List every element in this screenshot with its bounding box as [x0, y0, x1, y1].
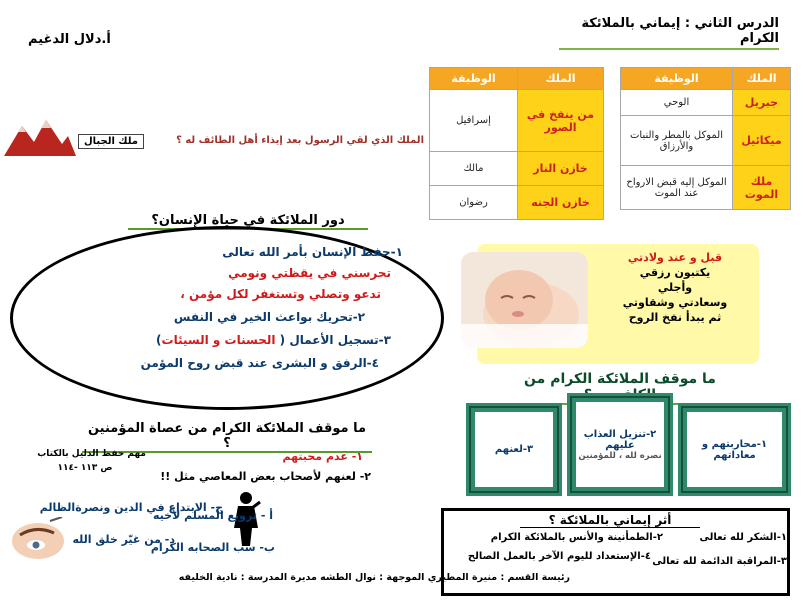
- lesson-title: الدرس الثاني : إيماني بالملائكة الكرام: [559, 16, 779, 50]
- sinners-item-2: ٢- لعنهم لأصحاب بعض المعاصي مثل !!: [160, 470, 371, 483]
- angel-name: من ينفخ في الصور: [518, 90, 604, 152]
- roles-title: دور الملائكة في حياة الإنسان؟: [128, 213, 368, 230]
- angel-name: خازن النار: [518, 152, 604, 186]
- effects-item-3: ٣-المراقبة الدائمة لله تعالى: [652, 556, 787, 567]
- roles-item-1: ١-حفظ الإنسان بأمر الله تعالى: [222, 245, 403, 259]
- table-head-role: الوظيفة: [430, 68, 518, 90]
- baby-icon: [461, 252, 588, 348]
- angel-name: ملك الموت: [733, 166, 791, 210]
- sinner-ba: ب- سب الصحابه الكرام: [150, 541, 275, 554]
- baby-image: [461, 252, 588, 348]
- kafirin-box-1: [678, 403, 791, 496]
- effects-item-1: ١-الشكر لله تعالى: [699, 532, 787, 543]
- mountains-angel-label: ملك الجبال: [78, 134, 144, 149]
- roles-item-3-red: الحسنات و السيئات: [161, 333, 280, 347]
- table-head-angel: الملك: [733, 68, 791, 90]
- note-memorize: مهم حفظ الدليل بالكتاب: [37, 449, 146, 459]
- sinner-alif: أ - ترويع المسلم لأخيه: [153, 509, 273, 522]
- sinner-jim: ج- الابتداع في الدين ونصرةالظالم: [39, 501, 223, 514]
- roles-item-3-prefix: ٣-تسجيل الأعمال (: [279, 333, 391, 347]
- footer-credits: رئيسة القسم : منيرة المطيري الموجهة : نوال الطشه مديرة المدرسة : نادية الخليفه: [178, 572, 570, 583]
- table-head-angel: الملك: [518, 68, 604, 90]
- angel-name: ميكائيل: [733, 116, 791, 166]
- kafirin-box-3: [466, 403, 562, 496]
- roles-item-3-suffix: ): [156, 333, 162, 347]
- birth-line-1: قبل و عند ولادتي: [627, 251, 723, 264]
- angel-role: مالك: [430, 152, 518, 186]
- effects-title: أثر إيماني بالملائكة ؟: [520, 513, 700, 528]
- kafirin-title: ما موقف الملائكة الكرام من: [500, 371, 740, 405]
- roles-item-1-sub-1: تحرسني في يقظتي ونومي: [228, 266, 391, 280]
- angel-name: جبريل: [733, 90, 791, 116]
- angels-table-left: [429, 67, 604, 220]
- mountains-icon: [4, 118, 76, 156]
- birth-line-2: يكتبون رزقي: [639, 266, 711, 279]
- angels-table-right: [620, 67, 791, 210]
- roles-item-3: [131, 333, 391, 347]
- teacher-name: أ.دلال الدغيم: [28, 32, 111, 47]
- sinners-item-1: ١- عدم محبتهم: [282, 450, 363, 463]
- kafirin-box-3-text: ٣-لعنهم: [494, 444, 534, 455]
- birth-line-4: وسعادتي وشقاوتي: [622, 296, 728, 309]
- roles-item-1-sub-2: تدعو وتصلي وتستغفر لكل مؤمن ،: [180, 287, 381, 301]
- roles-item-2: ٢-تحريك بواعث الخير في النفس: [173, 310, 365, 324]
- angel-role: الوحي: [621, 90, 733, 116]
- table-head-role: الوظيفة: [621, 68, 733, 90]
- eyebrow-icon: [10, 517, 66, 561]
- kafirin-box-2-sub: نصره لله ، للمؤمنين: [578, 450, 662, 461]
- sinner-dal: د- من غيّر خلق الله: [72, 533, 175, 546]
- angel-role: رضوان: [430, 186, 518, 220]
- effects-item-2: ٢-الطمأنينة والأنس بالملائكة الكرام: [490, 532, 663, 543]
- effects-item-4: ٤-الإستعداد لليوم الآخر بالعمل الصالح: [467, 551, 651, 562]
- kafirin-box-2: [567, 393, 673, 496]
- angel-name: خازن الجنه: [518, 186, 604, 220]
- birth-line-5: ثم يبدأ نفخ الروح: [628, 311, 722, 324]
- note-pages: ص ١١٣ -١١٤: [57, 463, 113, 473]
- kafirin-box-1-text: ١-محاربتهم و معاداتهم: [701, 438, 768, 461]
- mountains-question: الملك الذي لقي الرسول بعد إيذاء أهل الطائف له ؟: [176, 135, 424, 146]
- angel-role: إسرافيل: [430, 90, 518, 152]
- birth-line-3: وأجلي: [657, 281, 693, 294]
- roles-item-4: ٤-الرفق و البشرى عند قبض روح المؤمن: [140, 356, 379, 370]
- sinners-title: ما موقف الملائكة الكرام من عصاة المؤمنين ؟: [82, 421, 372, 453]
- angel-role: الموكل بالمطر والنبات والأرزاق: [621, 116, 733, 166]
- birth-text: [595, 250, 755, 325]
- angel-role: الموكل إليه قبض الارواح عند الموت: [621, 166, 733, 210]
- kafirin-box-2-main: ٢-تنزيل العذاب عليهم: [583, 428, 657, 451]
